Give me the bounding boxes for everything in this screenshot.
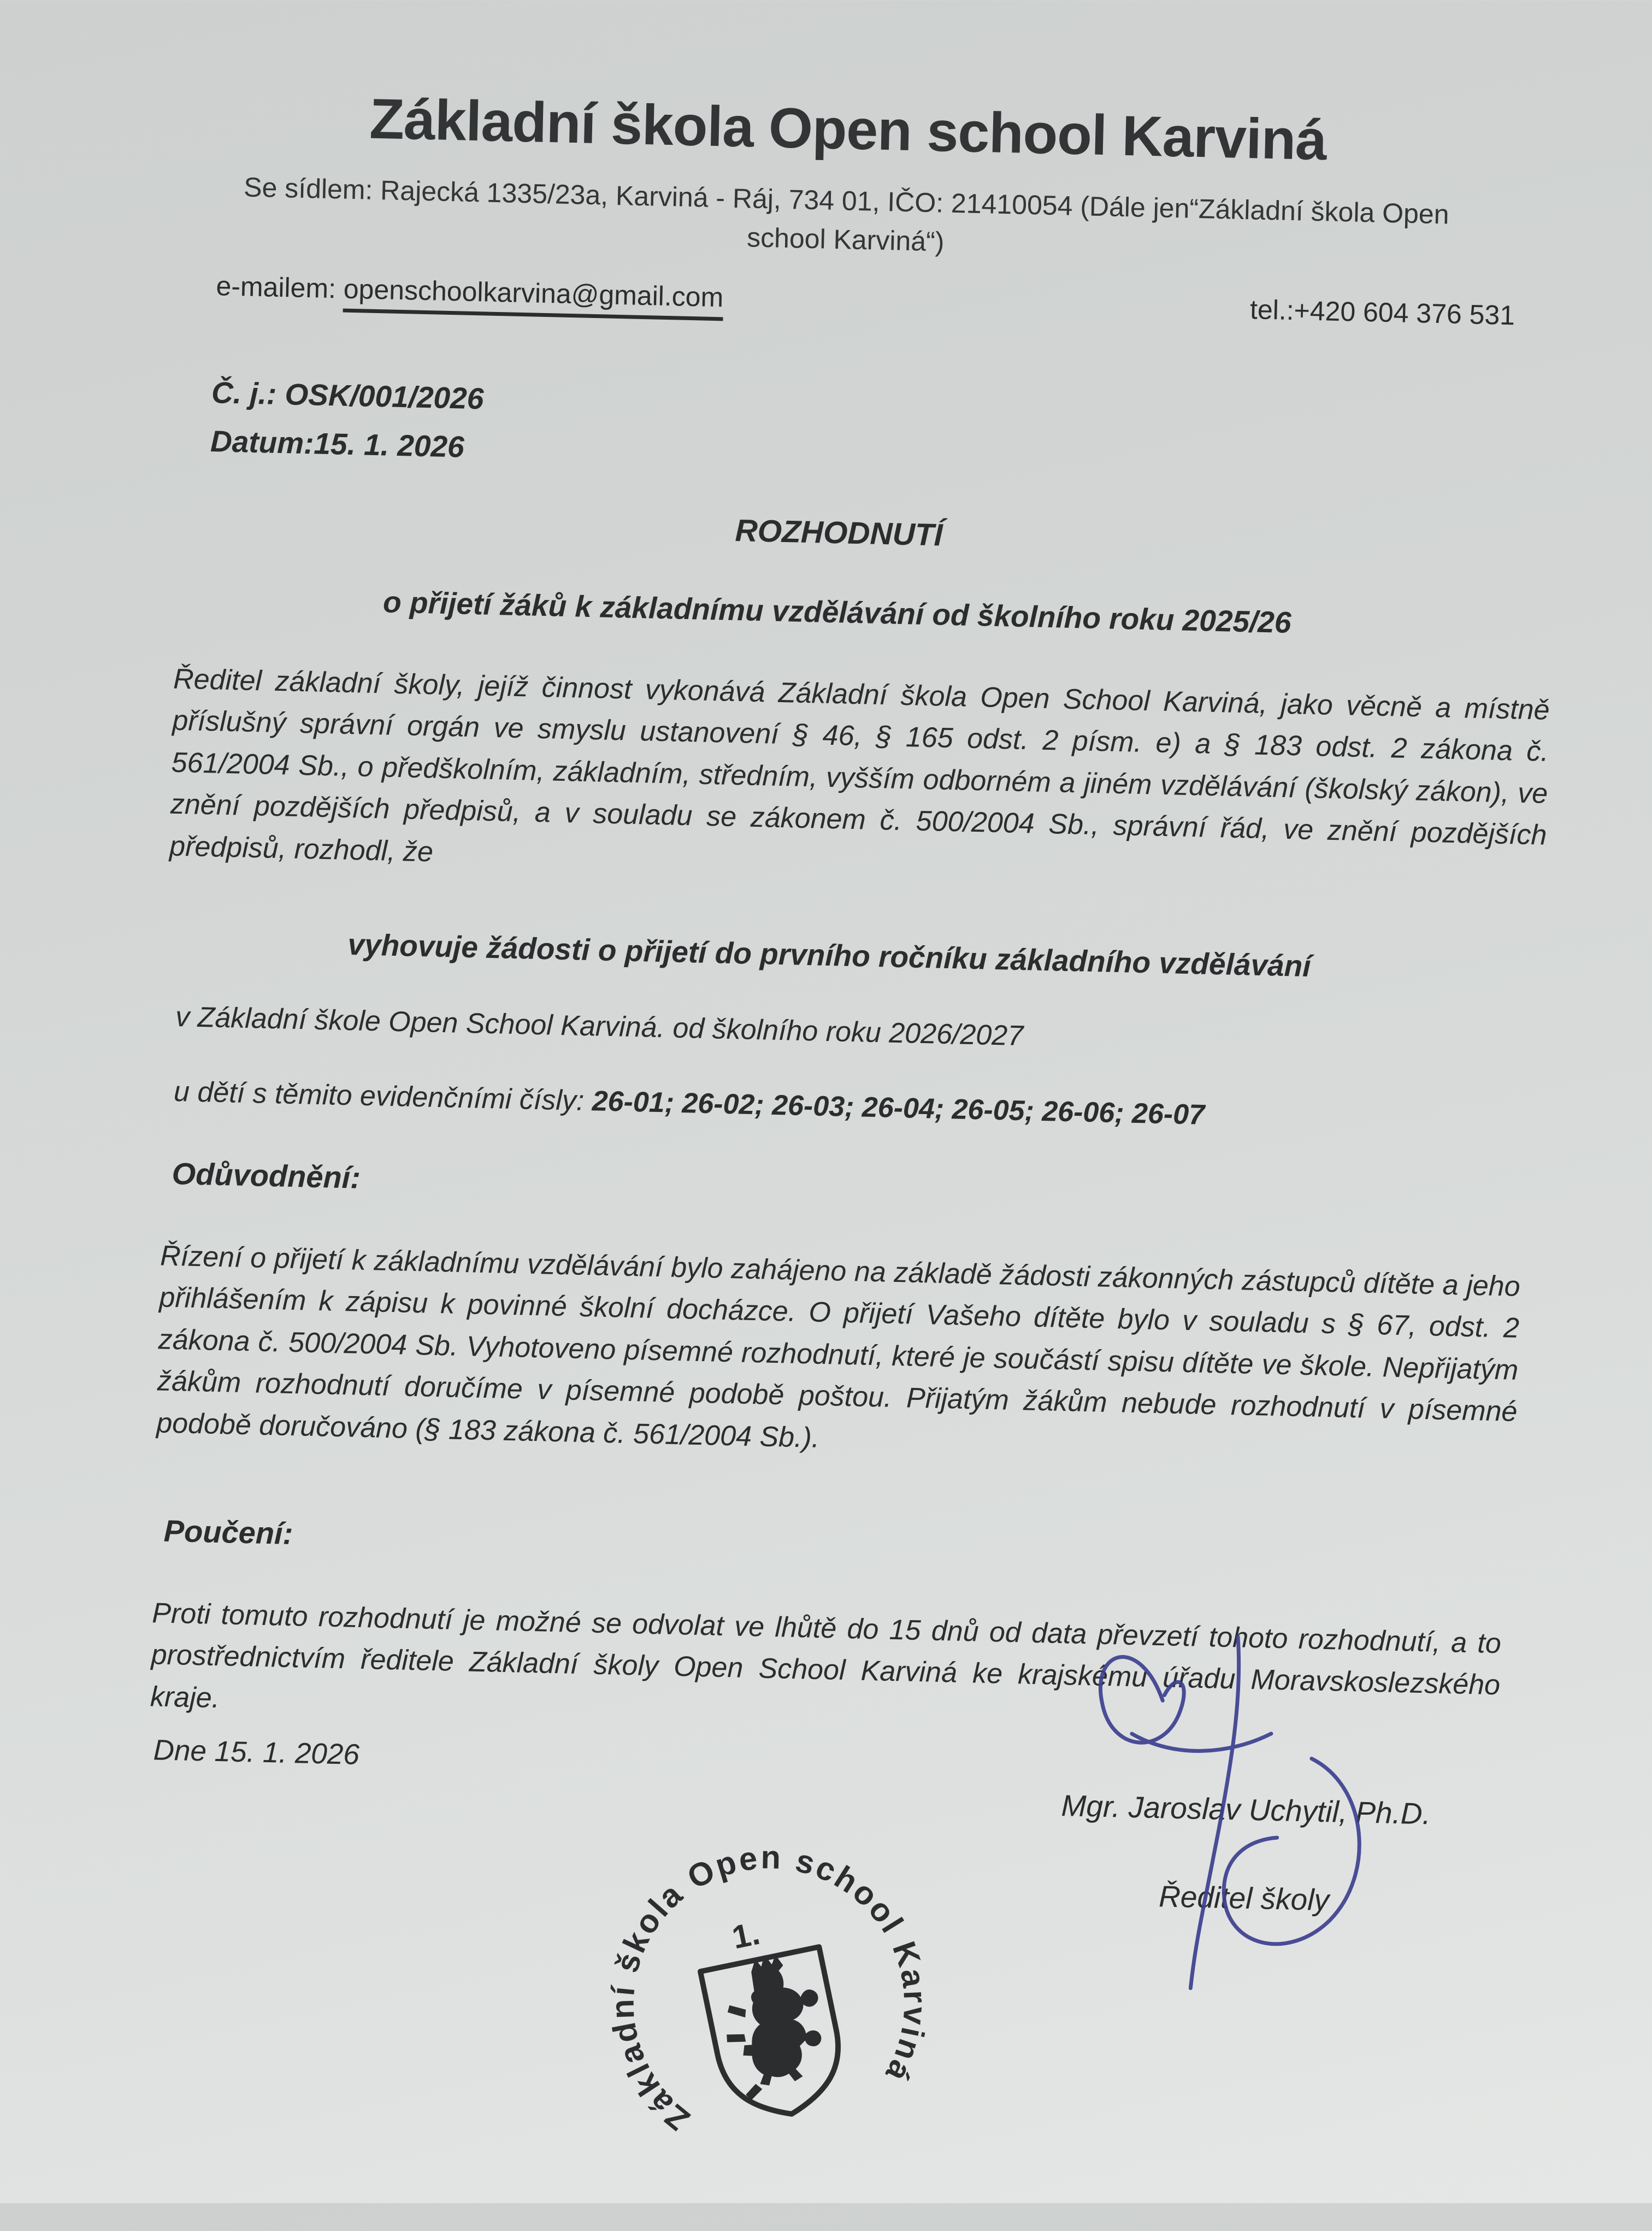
signing-date: Dne 15. 1. 2026: [153, 1734, 360, 1771]
school-line: v Základní škole Open School Karviná. od školního roku 2026/2027: [175, 1000, 1024, 1052]
children-line: [173, 1075, 1205, 1132]
stamp-number: 1.: [729, 1914, 763, 1956]
stamp-ring-text: Základní škola Open school Karviná: [604, 1839, 934, 2139]
decision-subject: o přijetí žáků k základnímu vzdělávání od školního roku 2025/26: [382, 585, 1292, 640]
school-stamp: [564, 1799, 974, 2208]
children-ids: 26-01; 26-02; 26-03; 26-04; 26-05; 26-06; 26-07: [592, 1085, 1205, 1131]
pen-signature: [1043, 1616, 1435, 2040]
advisory-body: Proti tomuto rozhodnutí je možné se odvolat ve lhůtě do 15 dnů od data převzetí tohoto rozhodnutí, a to prostřednictvím ředitele Základní školy Open School Karviná ke krajskému úřadu Moravskoslezského kraje.: [150, 1597, 1502, 1714]
lion-emblem-icon: [724, 1946, 834, 2090]
email-label: e-mailem:: [215, 270, 344, 304]
advisory-heading: Poučení:: [163, 1513, 293, 1551]
page-title: Základní škola Open school Karviná: [369, 87, 1328, 173]
date-line: Datum:15. 1. 2026: [210, 424, 465, 464]
verdict-line: vyhovuje žádosti o přijetí do prvního ročníku základního vzdělávání: [347, 927, 1312, 984]
signer-name: Mgr. Jaroslav Uchytil, Ph.D.: [1060, 1788, 1431, 1831]
ref-number: Č. j.: OSK/001/2026: [211, 375, 485, 416]
justification-heading: Odůvodnění:: [171, 1156, 361, 1195]
justification-body: Řízení o přijetí k základnímu vzdělávání bylo zahájeno na základě žádosti zákonných zástupců dítěte a jeho přihlášením k zápisu k povinné školní docházce. O přijetí Vašeho dítěte bylo v souladu s § 67, odst. 2 zákona č. 500/2004 Sb. Vyhotoveno písemné rozhodnutí, které je součástí spisu dítěte ve škole. Nepřijatým žákům rozhodnutí doručíme v písemné podobě poštou. Přijatým žákům nebude rozhodnutí v písemné podobě doručováno (§ 183 zákona č. 561/2004 Sb.).: [156, 1240, 1521, 1454]
children-label: u dětí s těmito evidenčními čísly:: [173, 1075, 593, 1117]
decision-intro: Ředitel základní školy, jejíž činnost vykonává Základní škola Open School Karviná, jako věcně a místně příslušný správní orgán ve smyslu ustanovení § 46, § 165 odst. 2 písm. e) a § 183 odst. 2 zákona č. 561/2004 Sb., o předškolním, základním, středním, vyšším odborném a jiném vzdělávání (školský zákon), ve znění pozdějších předpisů, a v souladu se zákonem č. 500/2004 Sb., správní řád, ve znění pozdějších předpisů, rozhodl, že: [169, 663, 1550, 868]
address-line: Se sídlem: Rajecká 1335/23a, Karviná - Ráj, 734 01, IČO: 21410054 (Dále jen“Základní škola Open school Karviná“): [243, 172, 1450, 257]
decision-heading: ROZHODNUTÍ: [734, 513, 943, 553]
email-address: openschoolkarvina@gmail.com: [343, 274, 724, 321]
reference-block: [210, 368, 484, 472]
phone-number: tel.:+420 604 376 531: [1249, 294, 1515, 331]
email-line: [216, 270, 724, 313]
signer-role: Ředitel školy: [1158, 1879, 1330, 1917]
